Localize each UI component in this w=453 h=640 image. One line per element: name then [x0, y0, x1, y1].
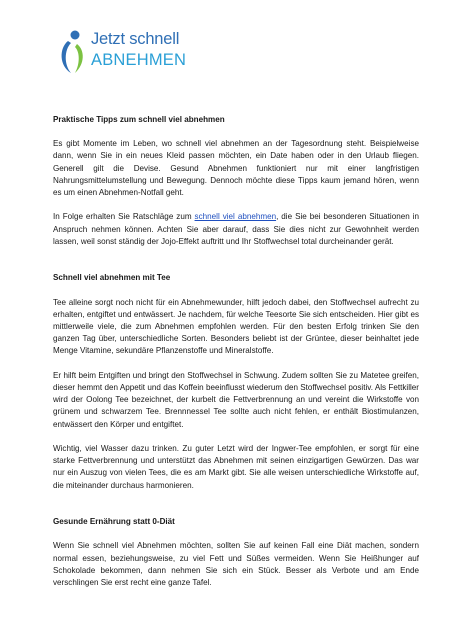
- paragraph: Es gibt Momente im Leben, wo schnell viel abnehmen an der Tagesordnung steht. Beispielweise dann, wenn Sie in ein neues Kleid passen möchten, ein Date haben oder in den Urlaub fliegen. Generell gilt die Devise. Gesund Abnehmen funktioniert nur mit einer langfristigen Nahrungsmittelumstellung und Bewegung. Dennoch möchte diese Tipps kaum jemand hören, wenn es um einen Abnehmen-Notfall geht.: [53, 139, 419, 198]
- paragraph-text-after-link: , die Sie bei besonderen Situationen in Anspruch nehmen können. Achten Sie aber darauf, dass Sie dies nicht zur Gewohnheit werden lassen, weil sonst ständig der Jojo-Effekt auftritt und Ihr Stoffwechsel total durcheinander gerät.: [53, 212, 419, 246]
- paragraph: Wichtig, viel Wasser dazu trinken. Zu guter Letzt wird der Ingwer-Tee empfohlen, er sorgt für eine starke Fettverbrennung und unterstützt das Abnehmen mit seinen einzigartigen Gewürzen. Das war nur ein Auszug von vielen Tees, die es am Markt gibt. Sie alle weisen unterschiedliche Wirkstoffe auf, die miteinander durchaus harmonieren.: [53, 444, 419, 490]
- logo-text-line2: ABNEHMEN: [91, 51, 187, 69]
- section-heading: Gesunde Ernährung statt 0-Diät: [53, 517, 175, 527]
- paragraph: Er hilft beim Entgiften und bringt den Stoffwechsel in Schwung. Zudem sollten Sie zu Matetee greifen, dieser hemmt den Appetit und das Koffein beeinflusst wiederum den Stoffwechsel positiv. Als Fettkiller wird der Oolong Tee bezeichnet, der kurbelt die Fettverbrennung an und vereint die Wirkstoffe von grünem und schwarzem Tee. Brennnessel Tee sollte auch nicht fehlen, er enthält Biostimulanzen, entwässert den Körper und entgiftet.: [53, 370, 419, 429]
- schnell-viel-abnehmen-link[interactable]: schnell viel abnehmen: [194, 212, 277, 222]
- logo-text-line1: Jetzt schnell: [91, 30, 180, 48]
- logo: [58, 26, 198, 80]
- paragraph: Wenn Sie schnell viel Abnehmen möchten, sollten Sie auf keinen Fall eine Diät machen, sondern normal essen, beziehungsweise, zu viel Fett und Süßes vermeiden. Wenn Sie Heißhunger auf Schokolade bekommen, dann nehmen Sie sich ein Stück. Besser als Verbote und am Ende verschlingen Sie erst recht eine ganze Tafel.: [53, 541, 419, 587]
- paragraph: Tee alleine sorgt noch nicht für ein Abnehmewunder, hilft jedoch dabei, den Stoffwechsel aufrecht zu erhalten, entgiftet und entwässert. Je nachdem, für welche Teesorte Sie sich entscheiden. Hier gibt es mittlerweile viele, die zum Abnehmen empfohlen werden. Für den besten Erfolg trinken Sie den ganzen Tag über, unterschiedliche Sorten. Besonders beliebt ist der Grüntee, dieser beinhaltet jede Menge Vitamine, sekundäre Pflanzenstoffe und Mineralstoffe.: [53, 297, 419, 356]
- paragraph-text-before-link: In Folge erhalten Sie Ratschläge zum: [53, 212, 195, 222]
- logo-figure-icon: [58, 28, 88, 76]
- paragraph-with-link: [53, 211, 419, 248]
- section-heading: Schnell viel abnehmen mit Tee: [53, 273, 171, 283]
- section-heading: Praktische Tipps zum schnell viel abnehmen: [53, 115, 225, 124]
- article: [53, 114, 419, 601]
